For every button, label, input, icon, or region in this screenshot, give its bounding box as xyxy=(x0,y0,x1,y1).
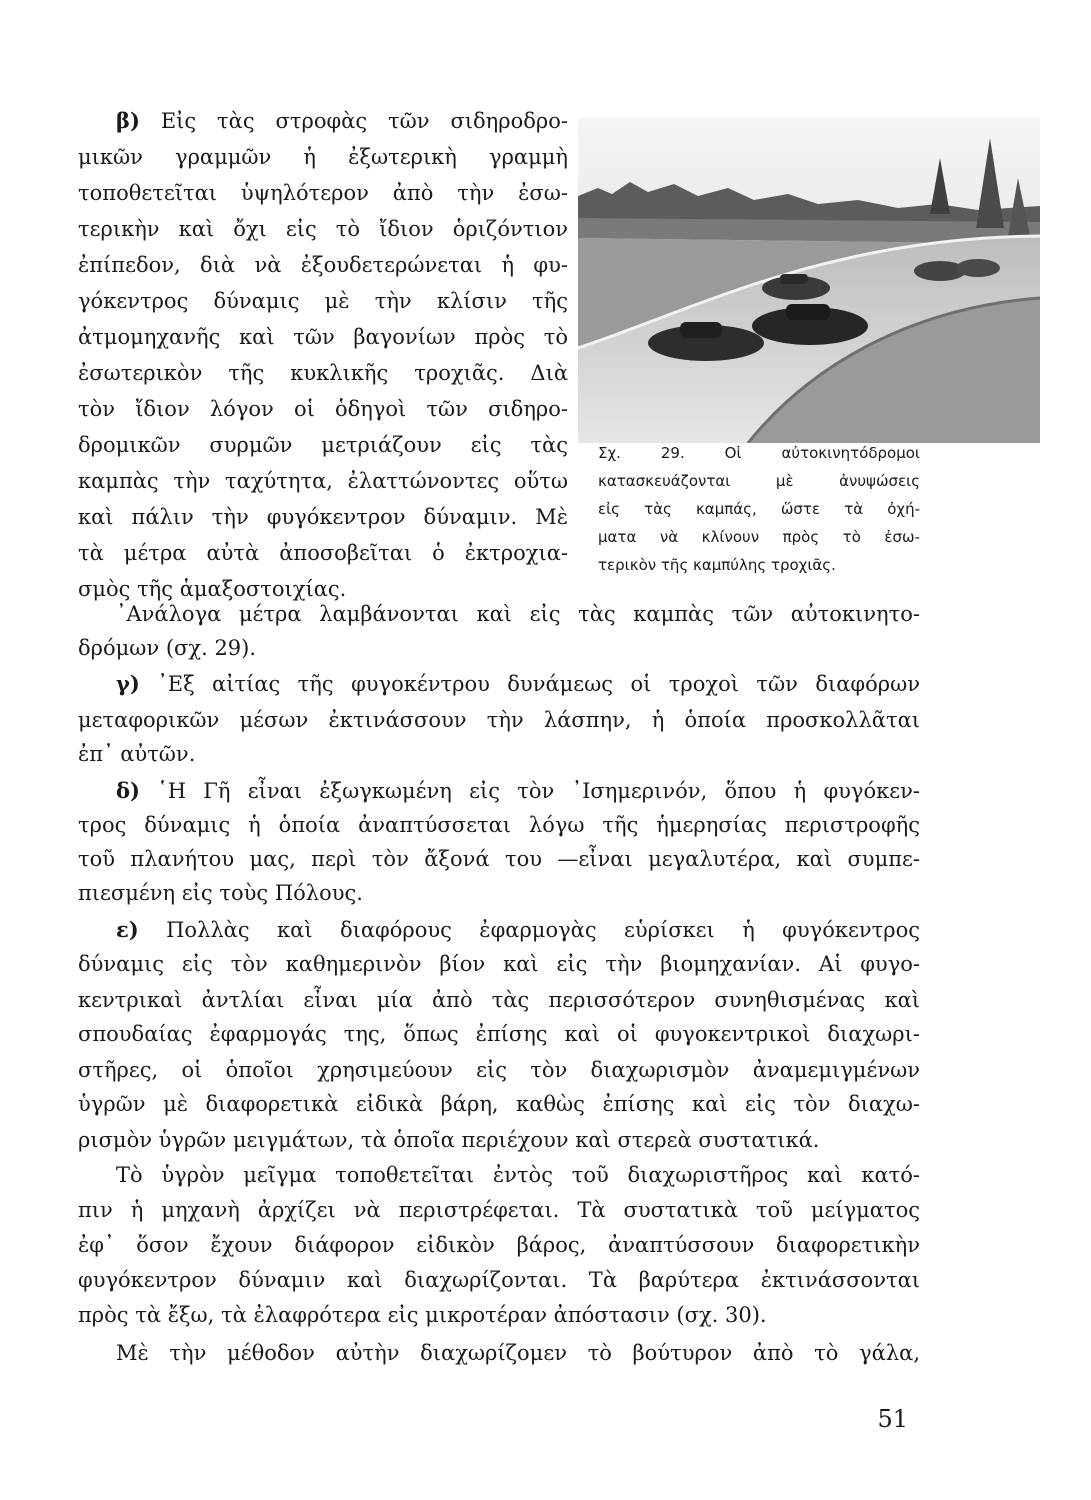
text-line: φυγόκεντρον δύναμιν καὶ διαχωρίζονται. Τὰ βαρύτερα ἐκτινάσσονται xyxy=(78,1268,920,1292)
page-number: 51 xyxy=(877,1405,908,1433)
paragraph-marker: ε) xyxy=(116,917,139,942)
text-line: ᾿Ανάλογα μέτρα λαμβάνονται καὶ εἰς τὰς καμπὰς τῶν αὐτοκινητο- xyxy=(116,602,920,626)
paragraph-marker: δ) xyxy=(116,778,140,803)
text-line: πρὸς τὰ ἔξω, τὰ ἐλαφρότερα εἰς μικροτέραν ἀπόστασιν (σχ. 30). xyxy=(78,1303,767,1327)
text-line: τερικὴν καὶ ὄχι εἰς τὸ ἴδιον ὁριζόντιον xyxy=(78,217,568,241)
figure-caption-line: εἰς τὰς καμπάς, ὥστε τὰ ὀχή- xyxy=(598,500,920,518)
text-line: στῆρες, οἱ ὁποῖοι χρησιμεύουν εἰς τὸν διαχωρισμὸν ἀναμεμιγμένων xyxy=(78,1058,920,1082)
text-line: σμὸς τῆς ἁμαξοστοιχίας. xyxy=(78,577,347,601)
text-line: ὑγρῶν μὲ διαφορετικὰ εἰδικὰ βάρη, καθὼς ἐπίσης καὶ εἰς τὸν διαχω- xyxy=(78,1092,920,1116)
text-line: Μὲ τὴν μέθοδον αὐτὴν διαχωρίζομεν τὸ βούτυρον ἀπὸ τὸ γάλα, xyxy=(116,1341,920,1365)
text-line: τὸν ἴδιον λόγον οἱ ὁδηγοὶ τῶν σιδηρο- xyxy=(78,397,568,421)
text-line: δρόμων (σχ. 29). xyxy=(78,636,257,660)
text-line: ε) Πολλὰς καὶ διαφόρους ἐφαρμογὰς εὑρίσκει ἡ φυγόκεντρος xyxy=(116,917,920,942)
highway-curve-photo xyxy=(578,118,1040,443)
text-line: κεντρικαὶ ἀντλίαι εἶναι μία ἀπὸ τὰς περισσότερον συνηθισμένας καὶ xyxy=(78,988,920,1012)
text-line: πιν ἡ μηχανὴ ἀρχίζει νὰ περιστρέφεται. Τὰ συστατικὰ τοῦ μείγματος xyxy=(78,1198,920,1222)
banked-road-illustration xyxy=(578,118,1040,443)
text-line: τρος δύναμις ἡ ὁποία ἀναπτύσσεται λόγω τῆς ἡμερησίας περιστροφῆς xyxy=(78,813,920,837)
text-line: γόκεντρος δύναμις μὲ τὴν κλίσιν τῆς xyxy=(78,289,568,313)
text-line: ἐσωτερικὸν τῆς κυκλικῆς τροχιᾶς. Διὰ xyxy=(78,361,568,385)
text-line: Τὸ ὑγρὸν μεῖγμα τοποθετεῖται ἐντὸς τοῦ διαχωριστῆρος καὶ κατό- xyxy=(116,1163,920,1187)
text-line: μεταφορικῶν μέσων ἐκτινάσσουν τὴν λάσπην, ἡ ὁποία προσκολλᾶται xyxy=(78,708,920,732)
text-line: γ) ᾿Εξ αἰτίας τῆς φυγοκέντρου δυνάμεως οἱ τροχοὶ τῶν διαφόρων xyxy=(116,671,920,696)
text-line: ρισμὸν ὑγρῶν μειγμάτων, τὰ ὁποῖα περιέχουν καὶ στερεὰ συστατικά. xyxy=(78,1128,820,1152)
text-line: δ) ῾Η Γῆ εἶναι ἐξωγκωμένη εἰς τὸν ᾿Ισημερινόν, ὅπου ἡ φυγόκεν- xyxy=(116,778,920,803)
text-line: μικῶν γραμμῶν ἡ ἐξωτερικὴ γραμμὴ xyxy=(78,145,568,169)
paragraph-marker: β) xyxy=(116,108,140,133)
text-line: δρομικῶν συρμῶν μετριάζουν εἰς τὰς xyxy=(78,433,568,457)
text-line: ἐπίπεδον, διὰ νὰ ἐξουδετερώνεται ἡ φυ- xyxy=(78,253,568,277)
text-line: ἐφ᾿ ὅσον ἔχουν διάφορον εἰδικὸν βάρος, ἀναπτύσσουν διαφορετικὴν xyxy=(78,1233,920,1257)
figure-caption-line: ματα νὰ κλίνουν πρὸς τὸ ἐσω- xyxy=(598,528,920,546)
text-line: τὰ μέτρα αὐτὰ ἀποσοβεῖται ὁ ἐκτροχια- xyxy=(78,541,568,565)
figure-caption-line: Σχ. 29. Οἱ αὐτοκινητόδρομοι xyxy=(598,444,920,462)
text-line: τοποθετεῖται ὑψηλότερον ἀπὸ τὴν ἐσω- xyxy=(78,181,568,205)
text-line: σπουδαίας ἐφαρμογάς της, ὅπως ἐπίσης καὶ οἱ φυγοκεντρικοὶ διαχωρι- xyxy=(78,1022,920,1046)
text-line: δύναμις εἰς τὸν καθημερινὸν βίον καὶ εἰς τὴν βιομηχανίαν. Αἱ φυγο- xyxy=(78,952,920,976)
figure-caption-line: τερικὸν τῆς καμπύλης τροχιᾶς. xyxy=(598,556,836,574)
paragraph-marker: γ) xyxy=(116,671,140,696)
text-line: β) Εἰς τὰς στροφὰς τῶν σιδηροδρο- xyxy=(116,108,568,133)
text-line: καμπὰς τὴν ταχύτητα, ἐλαττώνοντες οὕτω xyxy=(78,469,568,493)
text-line: ἀτμομηχανῆς καὶ τῶν βαγονίων πρὸς τὸ xyxy=(78,325,568,349)
figure-caption-line: κατασκευάζονται μὲ ἀνυψώσεις xyxy=(598,472,920,490)
car-far-right-2 xyxy=(956,259,1000,277)
text-line: τοῦ πλανήτου μας, περὶ τὸν ἄξονά του —εἶναι μεγαλυτέρα, καὶ συμπε- xyxy=(78,847,920,871)
text-line: πιεσμένη εἰς τοὺς Πόλους. xyxy=(78,881,363,905)
text-line: ἐπ᾿ αὐτῶν. xyxy=(78,742,196,766)
text-line: καὶ πάλιν τὴν φυγόκεντρον δύναμιν. Μὲ xyxy=(78,505,568,529)
